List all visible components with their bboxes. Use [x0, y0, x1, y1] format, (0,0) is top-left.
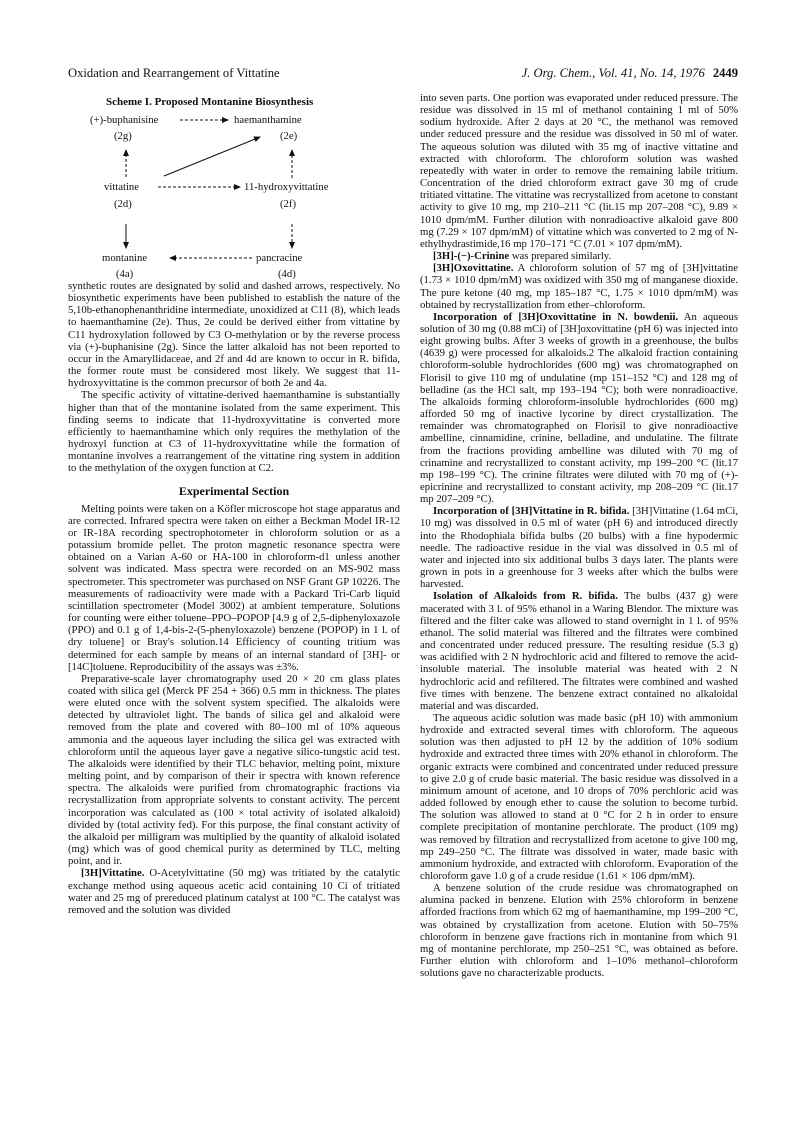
run-in-head: Incorporation of [3H]Oxovittatine in N. bowdenii. — [433, 310, 679, 323]
paragraph-body: O-Acetylvittatine (50 mg) was tritiated by the catalytic exchange method using aqueous acetic acid containing 10 Ci of tritiated water and 25 mg of prereduced platinum catalyst at 100 °C. The catalyst was removed and the solution was divided — [68, 867, 400, 916]
paragraph-experimental-2: Preparative-scale layer chromatography used 20 × 20 cm glass plates coated with silica gel (Merck PF 254 + 366) 0.5 mm in thickness. The plates were eluted once with the solvent system specified. The alkaloids were detected by ultraviolet light. The bands of silica gel and alkaloid were removed from the plate and covered with 80–100 ml of 10% aqueous ammonia and the aqueous layer including the silica gel was extracted with chloroform until the aqueous layer gave a negative silico-tungstic acid test. The alkaloids were identified by their TLC behavior, melting point, mixture melting point, and by comparison of their ir spectra with known reference spectra. The alkaloids were purified from chromatographic fractions via recrystallization from appropriate solvents to constant activity. The percent incorporation was calculated as (100 × total activity of isolated alkaloid) divided by (total activity fed). For this purpose, the final constant activity of the alkaloid per milligram was multiplied by the quantity of alkaloid isolated (mg) which was of good chemical purity as determined by TLC, melting point, and ir. — [68, 672, 400, 868]
left-column — [68, 92, 400, 916]
paragraph-body: An aqueous solution of 30 mg (0.88 mCi) of [3H]oxovittatine (pH 6) was injected into eight growing bulbs. After 3 weeks of growth in a greenhouse, the bulbs (4639 g) were processed for alkaloids.2 The alkaloid fraction containing chloroform-soluble hydrochlorides (600 mg) was chromatographed on Florisil to give 110 mg of undulatine (mp 151–152 °C) and 128 mg of belladine (as the HCl salt, mp 193–194 °C); both were nonradioactive. The alkaloids forming chloroform-insoluble hydrochlorides (600 mg) afforded 50 mg of inactive lycorine by direct crystallization. The remainder was chromatographed on Florisil to give nonradioactive ambelline, cinnamidine, crinine, belladine, and undulatine. The filtrate from the fractions providing ambelline was diluted with 70 mg of crinamine and recrystallized to constant activity, mp 199–200 °C (lit.17 mp 198–199 °C). The crinine filtrates were diluted with 70 mg of (+)-epicrinine and recrystallized to constant activity, mp 208–209 °C (lit.17 mp 207–209 °C). — [420, 310, 738, 506]
paragraph-body: A benzene solution of the crude residue was chromatographed on alumina packed in benzene. Elution with 25% chloroform in benzene afforded fractions from which 62 mg of haemanthamine, mp 199–200 °C, was obtained by crystallization from acetone. Elution with 50–75% chloroform in benzene gave fractions rich in montanine from which 91 mg of montanine perchlorate, mp 250–251 °C, was obtained as before. Further elution with chloroform and 1–10% methanol–chloroform solutions gave no characterizable products. — [420, 882, 738, 980]
paragraph-discussion-1: synthetic routes are designated by solid and dashed arrows, respectively. No biosynthetic experiments have been published to establish the nature of the 5,10b-ethanophenanthridine intermediate, unoxidized at C11 (8), which leads to haemanthamine (2e). Thus, 2e could be derived either from vittatine by C11 hydroxylation followed by C3 O-methylation or by the reverse process via (+)-buphanisine (2g). Since the latter alkaloid has not been reported to occur in the Amaryllidaceae, and 2f and 4d are known to occur in R. bifida, the former route must be considered most likely. We suggest that 11-hydroxyvittatine is the common precursor of both 2e and 4a. — [68, 280, 400, 390]
scheme-1 — [68, 92, 400, 280]
paragraph-vittatine-tritiation — [68, 867, 400, 916]
journal-name: J. Org. Chem., Vol. 41, No. 14, 1976 — [521, 66, 705, 80]
paragraph-body: [3H]Vittatine (1.64 mCi, 10 mg) was dissolved in 0.5 ml of water (pH 6) and introduced directly into the Rhodophiala bifida bulbs (20 bulbs) with a fine hypodermic needle. The radioactive residue in the vial was dissolved in 0.5 ml of water and injected into six additional bulbs 3 days later. The plants were grown in pots in a greenhouse for 3 weeks after which the bulbs were harvested. — [420, 505, 738, 591]
paragraph-experimental-1: Melting points were taken on a Köfler microscope hot stage apparatus and are corrected. Infrared spectra were taken on either a Beckman Model IR-12 or IR-18A recording spectrophotometer in chloroform solution or as a potassium bromide pellet. The proton magnetic resonance spectra were obtained on a Varian A-60 or HA-100 in chloroform-d1 unless another solvent was indicated. Mass spectra were recorded on an MS-902 mass spectrometer. This spectrometer was purchased on NSF Grant GP 10226. The measurements of radioactivity were made with a Packard Tri-Carb liquid scintillation spectrometer (Model 3002) at ambient temperature. Solutions for counting were either toluene–PPO–POPOP [4.9 g of 2,5-diphenyloxazole (PPO) and 0.1 g of 1,4-bis-2-(5-phenyloxazole) benzene (POPOP) in 1 l. of dry toluene] or Bray's solution.14 Efficiency of counting tritium was determined for each sample by means of an internal standard of [3H]- or [14C]toluene. Reproducibility of the assays was ±3%. — [68, 502, 400, 673]
paragraph-body: A chloroform solution of 57 mg of [3H]vittatine (1.73 × 1010 dpm/mM) was oxidized with 350 mg of manganese dioxide. The pure ketone (40 mg, mp 185–187 °C, 1.75 × 1010 dpm/mM) was obtained by recrystallization from ether–chloroform. — [420, 262, 738, 311]
paragraph-body: was prepared similarly. — [509, 250, 612, 263]
arrow-vittatine-to-haemanthamine — [164, 137, 260, 176]
scheme-caption: Proposed Montanine Biosynthesis — [154, 96, 314, 108]
paragraph-discussion-2: The specific activity of vittatine-derived haemanthamine is substantially higher than that of the montanine isolated from the same experiment. This finding seems to indicate that 11-hydroxyvittatine is converted more efficiently to haemanthamine which only requires the methylation of the hydroxyl function at C3 of 11-hydroxyvittatine while the formation of montanine involves a rearrangement of the vittatine ring system in addition to the methylation of the oxygen function at C2. — [68, 389, 400, 475]
node-montanine-id: (4a) — [116, 268, 134, 280]
run-in-head: [3H]Oxovittatine. — [433, 262, 514, 275]
node-vittatine-id: (2d) — [114, 198, 132, 210]
run-in-head: [3H]-(−)-Crinine — [433, 250, 510, 263]
run-in-head: Isolation of Alkaloids from R. bifida. — [433, 590, 618, 603]
article-short-title: Oxidation and Rearrangement of Vittatine — [68, 66, 280, 80]
node-haemanthamine-id: (2e) — [280, 130, 298, 142]
paragraph-incorporation-bifida — [420, 505, 738, 590]
node-buphanisine-id: (2g) — [114, 130, 132, 142]
paragraph-chromatography — [420, 882, 738, 979]
paragraph-body: The aqueous acidic solution was made basic (pH 10) with ammonium hydroxide and extracted several times with chloroform. The aqueous solution was then adjusted to pH 12 by the addition of 10% sodium hydroxide and extracted three times with 20% ethanol in chloroform. The organic extracts were combined and concentrated under reduced pressure to give 2.0 g of crude basic material. The basic residue was dissolved in a minimum amount of acetone, and 10 drops of 70% perchloric acid was added followed by enough ether to cause the solution to become turbid. The solution was allowed to stand at 0 °C for 2 h in order to ensure complete precipitation of montanine perchlorate. The product (109 mg) was removed by filtration and recrystallized from acetone to give 100 mg, mp 249–250 °C. The filtrate was dissolved in water, made basic with ammonium hydroxide, and extracted with chloroform. Evaporation of the chloroform gave 1.0 g of a crude residue (1.61 × 106 dpm/mM). — [420, 711, 738, 882]
right-column — [420, 92, 738, 979]
run-in-head: [3H]Vittatine. — [81, 867, 145, 880]
node-pancracine-id: (4d) — [278, 268, 296, 280]
node-haemanthamine: haemanthamine — [234, 114, 302, 126]
page-number: 2449 — [712, 66, 738, 80]
paragraph-basic-extraction — [420, 712, 738, 882]
section-heading-experimental: Experimental Section — [178, 483, 290, 498]
paragraph-body: The bulbs (437 g) were macerated with 3 l. of 95% ethanol in a Waring Blendor. The mixture was filtered and the filter cake was allowed to stand overnight in 1 l. of 95% ethanol. The solid material was filtered and the filtrates were combined and concentrated under reduced pressure. The resulting residue (5.3 g) was acidified with 2 N hydrochloric acid and filtered to remove the acid-insoluble material. The insoluble material was heated with 2 N hydrochloric acid and refiltered. The filtrates were combined and washed five times with benzene. The benzene extract contained no alkaloidal material and was discarded. — [420, 590, 738, 712]
paragraph-body: into seven parts. One portion was evaporated under reduced pressure. The residue was dissolved in 15 ml of methanol containing 1 ml of 50% sodium hydroxide. After 2 days at 20 °C, the methanol was removed under reduced pressure and the residue was dissolved in 50 ml of water. The aqueous solution was diluted with 35 mg of inactive vittatine and extracted with chloroform. The chloroform solution was washed repeatedly with water in order to remove the remaining labile tritium. Concentration of the dried chloroform extract gave 30 mg of crude tritiated vittatine. The vittatine was recrystallized from acetone to constant activity to give 10 mg, mp 210–211 °C (lit.15 mp 207–208 °C), 9.89 × 1010 dpm/mM. Further dilution with nonradioactive alkaloid gave 800 mg (7.29 × 107 dpm/mM) of vittatine which was converted to 2 mg of N-ethylhydrastimide,16 mp 170–171 °C (7.01 × 107 dpm/mM). — [420, 92, 738, 250]
node-pancracine: pancracine — [256, 252, 303, 264]
paragraph-vittatine-continued — [420, 92, 738, 250]
journal-citation — [522, 66, 738, 81]
paragraph-incorporation-bowdenii — [420, 311, 738, 506]
node-hydroxyvittatine-id: (2f) — [280, 198, 297, 210]
node-vittatine: vittatine — [104, 181, 140, 193]
node-buphanisine: (+)-buphanisine — [90, 114, 159, 126]
running-head — [68, 66, 738, 84]
scheme-label: Scheme I. — [106, 96, 152, 108]
node-montanine: montanine — [102, 252, 148, 264]
node-hydroxyvittatine: 11-hydroxyvittatine — [244, 181, 329, 193]
paragraph-isolation — [420, 590, 738, 712]
paragraph-crinine — [420, 250, 738, 262]
run-in-head: Incorporation of [3H]Vittatine in R. bifida. — [433, 505, 630, 518]
paragraph-oxovittatine — [420, 262, 738, 311]
